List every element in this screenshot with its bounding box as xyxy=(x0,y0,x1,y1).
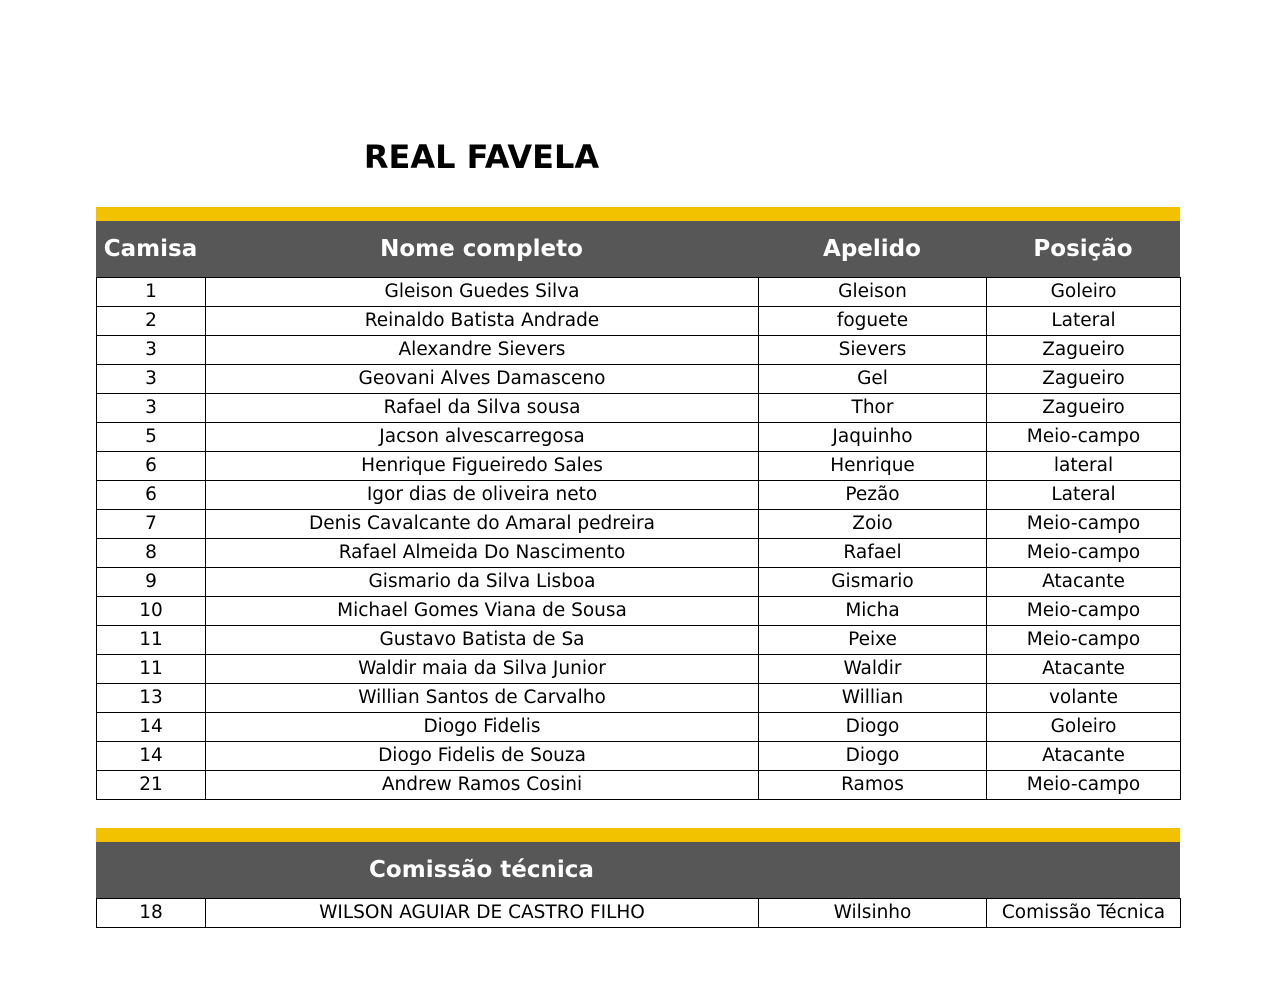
posicao-cell: Meio-campo xyxy=(987,423,1181,452)
header-comissao-tecnica: Comissão técnica xyxy=(369,857,594,883)
apelido-cell: Gismario xyxy=(759,568,987,597)
camisa-cell: 2 xyxy=(97,307,206,336)
apelido-cell: Thor xyxy=(759,394,987,423)
roster-table xyxy=(96,277,1181,800)
nome-cell: Henrique Figueiredo Sales xyxy=(206,452,759,481)
table-row xyxy=(97,742,1181,771)
camisa-cell: 3 xyxy=(97,394,206,423)
apelido-cell: Diogo xyxy=(759,713,987,742)
nome-cell: Reinaldo Batista Andrade xyxy=(206,307,759,336)
posicao-cell: volante xyxy=(987,684,1181,713)
table-row xyxy=(97,655,1181,684)
camisa-cell: 6 xyxy=(97,452,206,481)
nome-cell: Igor dias de oliveira neto xyxy=(206,481,759,510)
nome-cell: Gleison Guedes Silva xyxy=(206,278,759,307)
camisa-cell: 5 xyxy=(97,423,206,452)
posicao-cell: Meio-campo xyxy=(987,510,1181,539)
table-row xyxy=(97,481,1181,510)
header-camisa: Camisa xyxy=(103,236,198,262)
nome-cell: Geovani Alves Damasceno xyxy=(206,365,759,394)
posicao-cell: Atacante xyxy=(987,568,1181,597)
nome-cell: Michael Gomes Viana de Sousa xyxy=(206,597,759,626)
roster-table-body xyxy=(97,278,1181,800)
posicao-cell: Zagueiro xyxy=(987,394,1181,423)
header-posicao: Posição xyxy=(1033,236,1133,262)
nome-cell: Rafael Almeida Do Nascimento xyxy=(206,539,759,568)
camisa-cell: 6 xyxy=(97,481,206,510)
nome-cell: Andrew Ramos Cosini xyxy=(206,771,759,800)
posicao-cell: Zagueiro xyxy=(987,365,1181,394)
table-row xyxy=(97,336,1181,365)
apelido-cell: Wilsinho xyxy=(759,899,987,928)
posicao-cell: Goleiro xyxy=(987,278,1181,307)
nome-cell: Rafael da Silva sousa xyxy=(206,394,759,423)
camisa-cell: 14 xyxy=(97,742,206,771)
apelido-cell: Sievers xyxy=(759,336,987,365)
table-row xyxy=(97,394,1181,423)
camisa-cell: 10 xyxy=(97,597,206,626)
posicao-cell: Goleiro xyxy=(987,713,1181,742)
apelido-cell: Peixe xyxy=(759,626,987,655)
nome-cell: Gismario da Silva Lisboa xyxy=(206,568,759,597)
posicao-cell: Zagueiro xyxy=(987,336,1181,365)
apelido-cell: Zoio xyxy=(759,510,987,539)
table-row xyxy=(97,684,1181,713)
camisa-cell: 11 xyxy=(97,626,206,655)
table-row xyxy=(97,539,1181,568)
header-apelido: Apelido xyxy=(823,236,921,262)
nome-cell: Willian Santos de Carvalho xyxy=(206,684,759,713)
staff-table xyxy=(96,898,1181,928)
table-row xyxy=(97,452,1181,481)
nome-cell: WILSON AGUIAR DE CASTRO FILHO xyxy=(206,899,759,928)
apelido-cell: Rafael xyxy=(759,539,987,568)
camisa-cell: 21 xyxy=(97,771,206,800)
posicao-cell: Meio-campo xyxy=(987,597,1181,626)
staff-header-bar xyxy=(96,842,1180,898)
nome-cell: Denis Cavalcante do Amaral pedreira xyxy=(206,510,759,539)
apelido-cell: Micha xyxy=(759,597,987,626)
camisa-cell: 18 xyxy=(97,899,206,928)
table-row xyxy=(97,626,1181,655)
header-nome-completo: Nome completo xyxy=(380,236,583,262)
apelido-cell: Gel xyxy=(759,365,987,394)
posicao-cell: Lateral xyxy=(987,307,1181,336)
table-row xyxy=(97,365,1181,394)
nome-cell: Diogo Fidelis de Souza xyxy=(206,742,759,771)
posicao-cell: lateral xyxy=(987,452,1181,481)
nome-cell: Diogo Fidelis xyxy=(206,713,759,742)
table-row xyxy=(97,899,1181,928)
roster-header-bar xyxy=(96,221,1180,277)
posicao-cell: Meio-campo xyxy=(987,626,1181,655)
posicao-cell: Meio-campo xyxy=(987,539,1181,568)
table-row xyxy=(97,307,1181,336)
posicao-cell: Meio-campo xyxy=(987,771,1181,800)
table-row xyxy=(97,771,1181,800)
nome-cell: Jacson alvescarregosa xyxy=(206,423,759,452)
apelido-cell: foguete xyxy=(759,307,987,336)
camisa-cell: 9 xyxy=(97,568,206,597)
apelido-cell: Diogo xyxy=(759,742,987,771)
camisa-cell: 3 xyxy=(97,336,206,365)
apelido-cell: Willian xyxy=(759,684,987,713)
apelido-cell: Henrique xyxy=(759,452,987,481)
apelido-cell: Jaquinho xyxy=(759,423,987,452)
staff-accent-bar xyxy=(96,828,1180,842)
camisa-cell: 14 xyxy=(97,713,206,742)
table-row xyxy=(97,278,1181,307)
posicao-cell: Atacante xyxy=(987,742,1181,771)
nome-cell: Gustavo Batista de Sa xyxy=(206,626,759,655)
camisa-cell: 8 xyxy=(97,539,206,568)
nome-cell: Alexandre Sievers xyxy=(206,336,759,365)
camisa-cell: 1 xyxy=(97,278,206,307)
apelido-cell: Ramos xyxy=(759,771,987,800)
team-title: REAL FAVELA xyxy=(363,138,600,176)
apelido-cell: Waldir xyxy=(759,655,987,684)
table-row xyxy=(97,568,1181,597)
nome-cell: Waldir maia da Silva Junior xyxy=(206,655,759,684)
table-row xyxy=(97,510,1181,539)
camisa-cell: 11 xyxy=(97,655,206,684)
posicao-cell: Comissão Técnica xyxy=(987,899,1181,928)
camisa-cell: 13 xyxy=(97,684,206,713)
staff-table-body xyxy=(97,899,1181,928)
apelido-cell: Pezão xyxy=(759,481,987,510)
table-row xyxy=(97,423,1181,452)
camisa-cell: 3 xyxy=(97,365,206,394)
apelido-cell: Gleison xyxy=(759,278,987,307)
table-row xyxy=(97,597,1181,626)
posicao-cell: Atacante xyxy=(987,655,1181,684)
posicao-cell: Lateral xyxy=(987,481,1181,510)
roster-accent-bar xyxy=(96,207,1180,221)
camisa-cell: 7 xyxy=(97,510,206,539)
table-row xyxy=(97,713,1181,742)
